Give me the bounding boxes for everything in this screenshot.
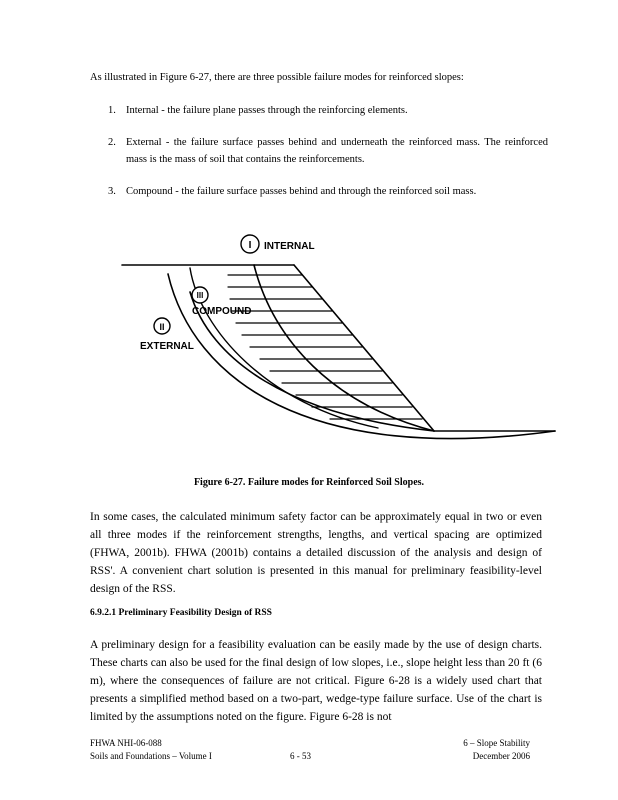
list-text: Compound - the failure surface passes behind and through the reinforced soil mass. (126, 186, 477, 197)
external-failure-surface (168, 274, 555, 439)
footer-chapter: 6 – Slope Stability (463, 738, 530, 748)
compound-number: III (196, 291, 204, 300)
slope-face (294, 265, 434, 431)
reinforcement-layers (228, 275, 422, 419)
list-number: 1. (108, 105, 116, 116)
external-label: EXTERNAL (140, 341, 194, 352)
list-text: External - the failure surface passes behind and underneath the reinforced mass. The reinforced mass is the mass of soil that contains the reinforcements. (126, 137, 548, 165)
failure-modes-figure (118, 230, 558, 440)
footer-report-number: FHWA NHI-06-088 (90, 738, 162, 748)
list-number: 2. (108, 137, 116, 148)
footer-left (90, 737, 212, 763)
footer-date: December 2006 (472, 751, 530, 761)
internal-number: I (248, 240, 252, 251)
page-number: 6 - 53 (290, 751, 311, 761)
section-heading: 6.9.2.1 Preliminary Feasibility Design of RSS (90, 608, 272, 618)
failure-modes-list (108, 102, 548, 215)
list-item (108, 183, 548, 200)
external-number: II (159, 322, 165, 332)
footer-volume: Soils and Foundations – Volume I (90, 751, 212, 761)
footer-right (463, 737, 530, 763)
list-text: Internal - the failure plane passes through the reinforcing elements. (126, 105, 408, 116)
list-item (108, 102, 548, 119)
figure-caption: Figure 6-27. Failure modes for Reinforced Soil Slopes. (193, 477, 425, 488)
list-number: 3. (108, 186, 116, 197)
intro-text: As illustrated in Figure 6-27, there are three possible failure modes for reinforced slopes: (90, 72, 464, 83)
paragraph: In some cases, the calculated minimum safety factor can be approximately equal in two or even all three modes if the reinforcement strengths, lengths, and vertical spacing are optimized (FHWA, 2001b). FHWA (2001b) contains a detailed discussion of the analysis and design of RSS'. A convenient chart solution is presented in this manual for preliminary feasibility-level design of the RSS. (90, 511, 542, 595)
reinforced-zone-boundary (190, 268, 378, 428)
compound-label: COMPOUND (192, 306, 252, 317)
internal-label: INTERNAL (264, 241, 315, 252)
list-item (108, 134, 548, 168)
paragraph: A preliminary design for a feasibility evaluation can be easily made by the use of design charts. These charts can also be used for the final design of low slopes, i.e., slope height less than 20 ft (6 m), where the consequences of failure are not critical. Figure 6-28 is a widely used chart that presents a simplified method based on a two-part, wedge-type failure surface. Use of the chart is limited by the assumptions noted on the figure. Figure 6-28 is not (90, 639, 542, 723)
